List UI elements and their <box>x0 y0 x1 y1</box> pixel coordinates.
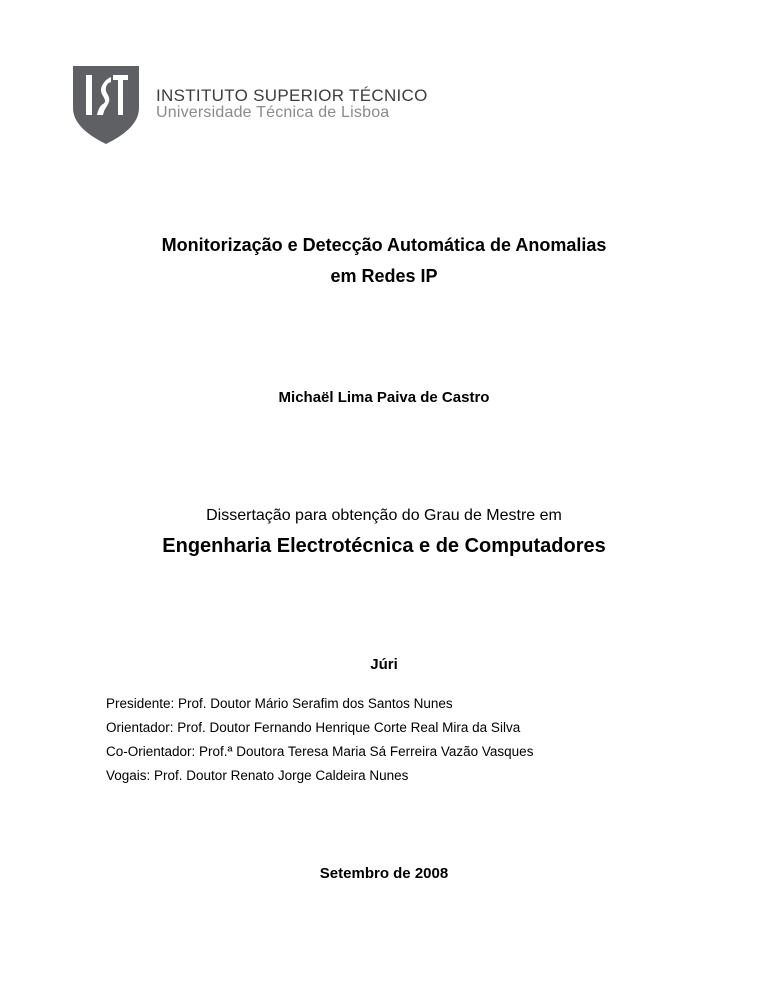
ist-shield-logo-icon <box>73 66 139 144</box>
institution-name: INSTITUTO SUPERIOR TÉCNICO <box>156 86 428 105</box>
jury-member: Vogais: Prof. Doutor Renato Jorge Caldeira Nunes <box>106 768 409 783</box>
thesis-title-line-2: em Redes IP <box>330 266 438 286</box>
jury-member: Orientador: Prof. Doutor Fernando Henrique Corte Real Mira da Silva <box>106 720 521 735</box>
submission-date: Setembro de 2008 <box>319 865 449 882</box>
jury-heading: Júri <box>370 656 398 673</box>
university-name: Universidade Técnica de Lisboa <box>156 104 390 121</box>
jury-member: Co-Orientador: Prof.ª Doutora Teresa Maria Sá Ferreira Vazão Vasques <box>106 744 534 759</box>
author-name: Michaël Lima Paiva de Castro <box>278 389 490 406</box>
degree-name: Engenharia Electrotécnica e de Computadores <box>162 535 606 557</box>
jury-list <box>106 692 533 788</box>
degree-intro: Dissertação para obtenção do Grau de Mestre em <box>206 507 562 524</box>
jury-member: Presidente: Prof. Doutor Mário Serafim dos Santos Nunes <box>106 696 453 711</box>
thesis-title-line-1: Monitorização e Detecção Automática de Anomalias <box>161 235 607 255</box>
